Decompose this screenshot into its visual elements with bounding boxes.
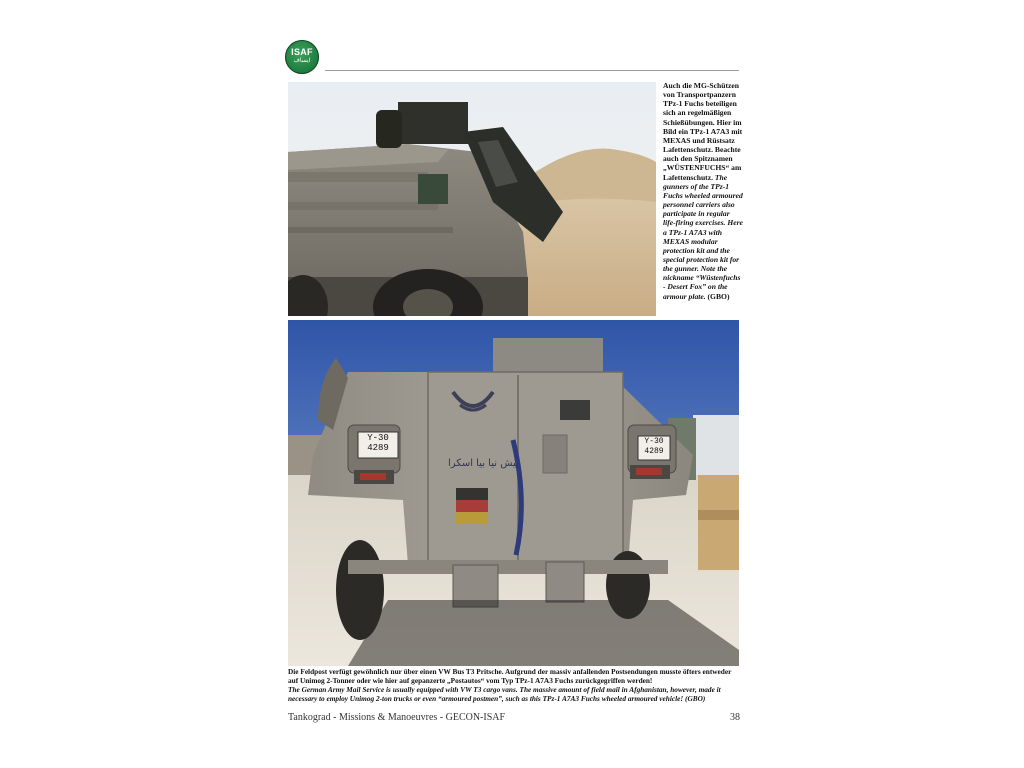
side-caption-german: Auch die MG-Schützen von Transportpanzern TPz-1 Fuchs beteiligen sich an regelmäßigen Schießübungen. Hier im Bild ein TPz-1 A7A3 mit MEXAS und Rüstsatz Lafettenschutz. Beachte auch den Spitznamen „WÜSTENFUCHS“ am Lafettenschutz. (663, 81, 743, 182)
page-number: 38 (730, 712, 740, 723)
side-caption-credit: (GBO) (707, 291, 730, 301)
photo-fuchs-mail (288, 320, 739, 666)
plate-left-line2: 4289 (367, 443, 389, 453)
footer-title: Tankograd - Missions & Manoeuvres - GECON-ISAF (288, 712, 506, 723)
photo-fuchs-mail-image (288, 320, 739, 666)
side-caption-english: The gunners of the TPz-1 Fuchs wheeled armoured personnel carriers also participate in regular life-firing exercises. Here a TPz-1 A7A3 with MEXAS modular protection kit and the special protection kit for the gunner. Note the nickname “Wüstenfuchs - Desert Fox” on the armour plate. (663, 172, 743, 301)
bottom-caption-german: Die Feldpost verfügt gewöhnlich nur über einen VW Bus T3 Pritsche. Aufgrund der massiv anfallenden Postsendungen musste öfters entweder auf Unimog 2-Tonner oder wie hier auf gepanzerte „Postautos“ vom Typ TPz-1 A7A3 Fuchs zurückgegriffen werden! (288, 667, 732, 686)
isaf-logo (285, 40, 319, 74)
graffiti-text: پیش نیا بیا اسکرا (448, 458, 519, 469)
bottom-caption-english: The German Army Mail Service is usually equipped with VW T3 cargo vans. The massive amount of field mail in Afghanistan, however, made it necessary to employ Unimog 2-ton trucks or even “armoured postmen”, such as this TPz-1 A7A3 Fuchs wheeled armoured vehicle! (GBO) (288, 685, 721, 704)
bottom-caption (288, 667, 740, 703)
photo-fuchs-gunner (288, 82, 656, 316)
logo-subtext: ایساف (293, 58, 311, 64)
plate-left-line1: Y-30 (367, 433, 389, 443)
plate-right-line1: Y-30 (644, 437, 664, 446)
header-rule (325, 70, 739, 71)
plate-left (358, 433, 398, 453)
page-footer (288, 712, 740, 723)
side-caption (663, 81, 743, 301)
plate-right (638, 437, 670, 457)
plate-right-line2: 4289 (644, 447, 664, 456)
logo-text: ISAF (291, 47, 313, 57)
photo-fuchs-gunner-image (288, 82, 656, 316)
